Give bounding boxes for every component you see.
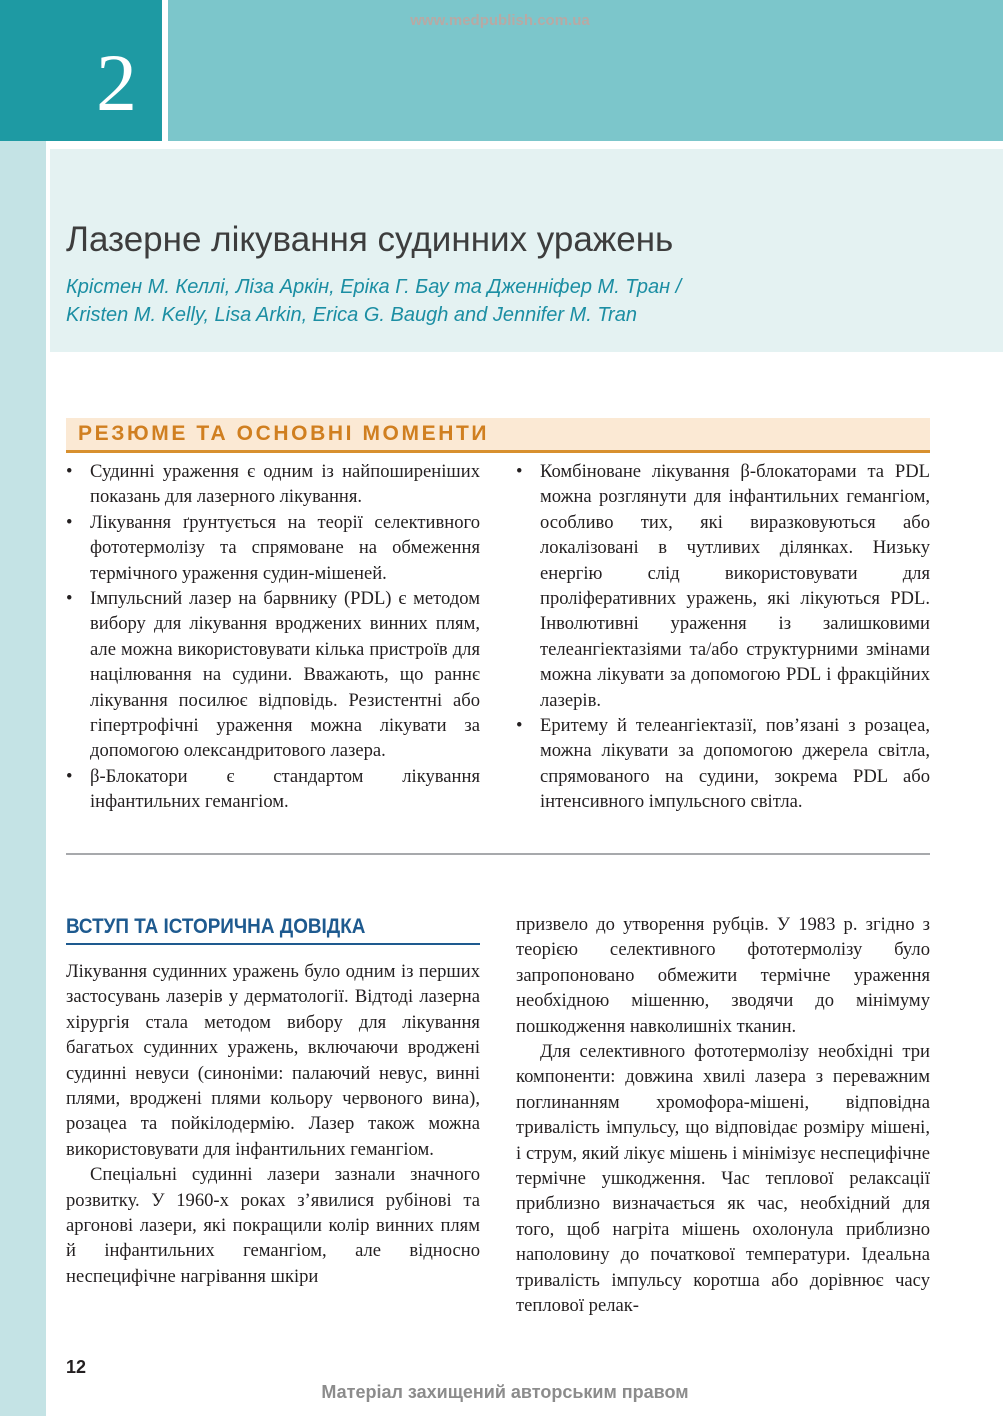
bullet-text: Імпульсний лазер на барвнику (PDL) є методом вибору для лікування вроджених винних плям, але можна використовувати кілька пристроїв для націлювання на судини. Вважають, що раннє лікування посилює відповідь. Резистентні або гіпертрофічні ураження можна лікувати за допомогою олександритового лазера. bbox=[90, 588, 480, 762]
page-number: 12 bbox=[66, 1357, 87, 1377]
summary-right-column bbox=[516, 459, 930, 815]
summary-bullet-item bbox=[66, 586, 480, 764]
authors-english: Kristen M. Kelly, Lisa Arkin, Erica G. Baugh and Jennifer M. Tran bbox=[66, 304, 637, 326]
bullet-text: Комбіноване лікування β-блокаторами та PDL можна розглянути для інфантильних гемангіом, особливо тих, які виразковуються або локалізовані в чутливих ділянках. Низьку енергію слід використовувати для проліферативних уражень, які лікуються PDL. Інволютивні ураження із залишковими телеангіектазіями та/або структурними змінами можна лікувати за допомогою PDL і фракційних лазерів. bbox=[540, 461, 930, 711]
body-paragraph: Для селективного фототермолізу необхідні три компоненти: довжина хвилі лазера з переважним поглинанням хромофора-мішені, відповідна тривалість імпульсу, що відповідає розміру мішені, і струм, який лікує мішень і мінімізує неспецифічне термічне ушкодження. Час теплової релаксації приблизно визначається як час, необхідний для того, щоб нагріта мішень охолонула приблизно наполовину до початкової температури. Ідеальна тривалість імпульсу коротша або дорівнює часу теплової релак- bbox=[516, 1041, 930, 1317]
bullet-text: Лікування ґрунтується на теорії селективного фототермолізу та спрямоване на обмеження термічного ураження судин-мішеней. bbox=[90, 511, 480, 584]
watermark-url: www.medpublish.com.ua bbox=[410, 12, 590, 29]
summary-left-column bbox=[66, 459, 480, 815]
bullet-text: Еритему й телеангіектазії, пов’язані з розацеа, можна лікувати за допомогою джерела світла, спрямованого на судини, зокрема PDL або інтенсивного імпульсного світла. bbox=[540, 715, 930, 813]
summary-left-list bbox=[66, 459, 480, 815]
chapter-number: 2 bbox=[96, 37, 137, 128]
section-heading: ВСТУП ТА ІСТОРИЧНА ДОВІДКА bbox=[66, 915, 366, 938]
bullet-symbol: • bbox=[66, 588, 73, 610]
bullet-text: Судинні ураження є одним із найпоширеніших показань для лазерного лікування. bbox=[90, 461, 480, 508]
bullet-text: β-Блокатори є стандартом лікування інфантильних гемангіом. bbox=[90, 765, 480, 813]
bullet-symbol: • bbox=[516, 461, 523, 482]
summary-bullet-item bbox=[66, 510, 480, 586]
authors-ukrainian: Крістен М. Келлі, Ліза Аркін, Еріка Г. Бау та Дженніфер М. Тран / bbox=[66, 276, 682, 298]
copyright-watermark: Матеріал захищений авторським правом bbox=[321, 1382, 689, 1402]
body-left-column bbox=[66, 959, 480, 1289]
left-margin-strip bbox=[0, 141, 46, 1416]
chapter-title: Лазерне лікування судинних уражень bbox=[66, 220, 674, 259]
body-right-column bbox=[516, 912, 930, 1319]
body-paragraph: призвело до утворення рубців. У 1983 р. згідно з теорією селективного фототермолізу було запропоновано обмежити термічне ураження необхідною мішенню, зводячи до мінімуму пошкодження навколишніх тканин. bbox=[516, 914, 930, 1037]
summary-bullet-item bbox=[516, 459, 930, 713]
summary-bullet-item bbox=[66, 764, 480, 815]
section-divider bbox=[66, 853, 930, 855]
bullet-symbol: • bbox=[516, 715, 523, 737]
section-heading-underline bbox=[66, 943, 480, 945]
summary-heading: РЕЗЮМЕ ТА ОСНОВНІ МОМЕНТИ bbox=[78, 422, 490, 445]
summary-right-list bbox=[516, 459, 930, 815]
bullet-symbol: • bbox=[66, 511, 73, 533]
bullet-symbol: • bbox=[66, 765, 73, 787]
authors bbox=[66, 273, 966, 329]
summary-heading-rule bbox=[66, 450, 930, 453]
summary-bullet-item bbox=[516, 713, 930, 815]
summary-bullet-item bbox=[66, 459, 480, 510]
body-paragraph: Спеціальні судинні лазери зазнали значного розвитку. У 1960-х роках з’явилися рубінові та аргонові лазери, які покращили колір винних плям й інфантильних гемангіом, але відносно неспецифічне нагрівання шкіри bbox=[66, 1164, 480, 1287]
body-paragraph: Лікування судинних уражень було одним із перших застосувань лазерів у дерматології. Відтоді лазерна хірургія стала методом вибору для лікування багатьох судинних уражень, включаючи вроджені судинні невуси (синоніми: палаючий невус, винні плями, вроджені плями кольору червоного вина), розацеа та пойкілодермію. Лазер також можна використовувати для інфантильних гемангіом. bbox=[66, 961, 480, 1160]
bullet-symbol: • bbox=[66, 461, 73, 482]
